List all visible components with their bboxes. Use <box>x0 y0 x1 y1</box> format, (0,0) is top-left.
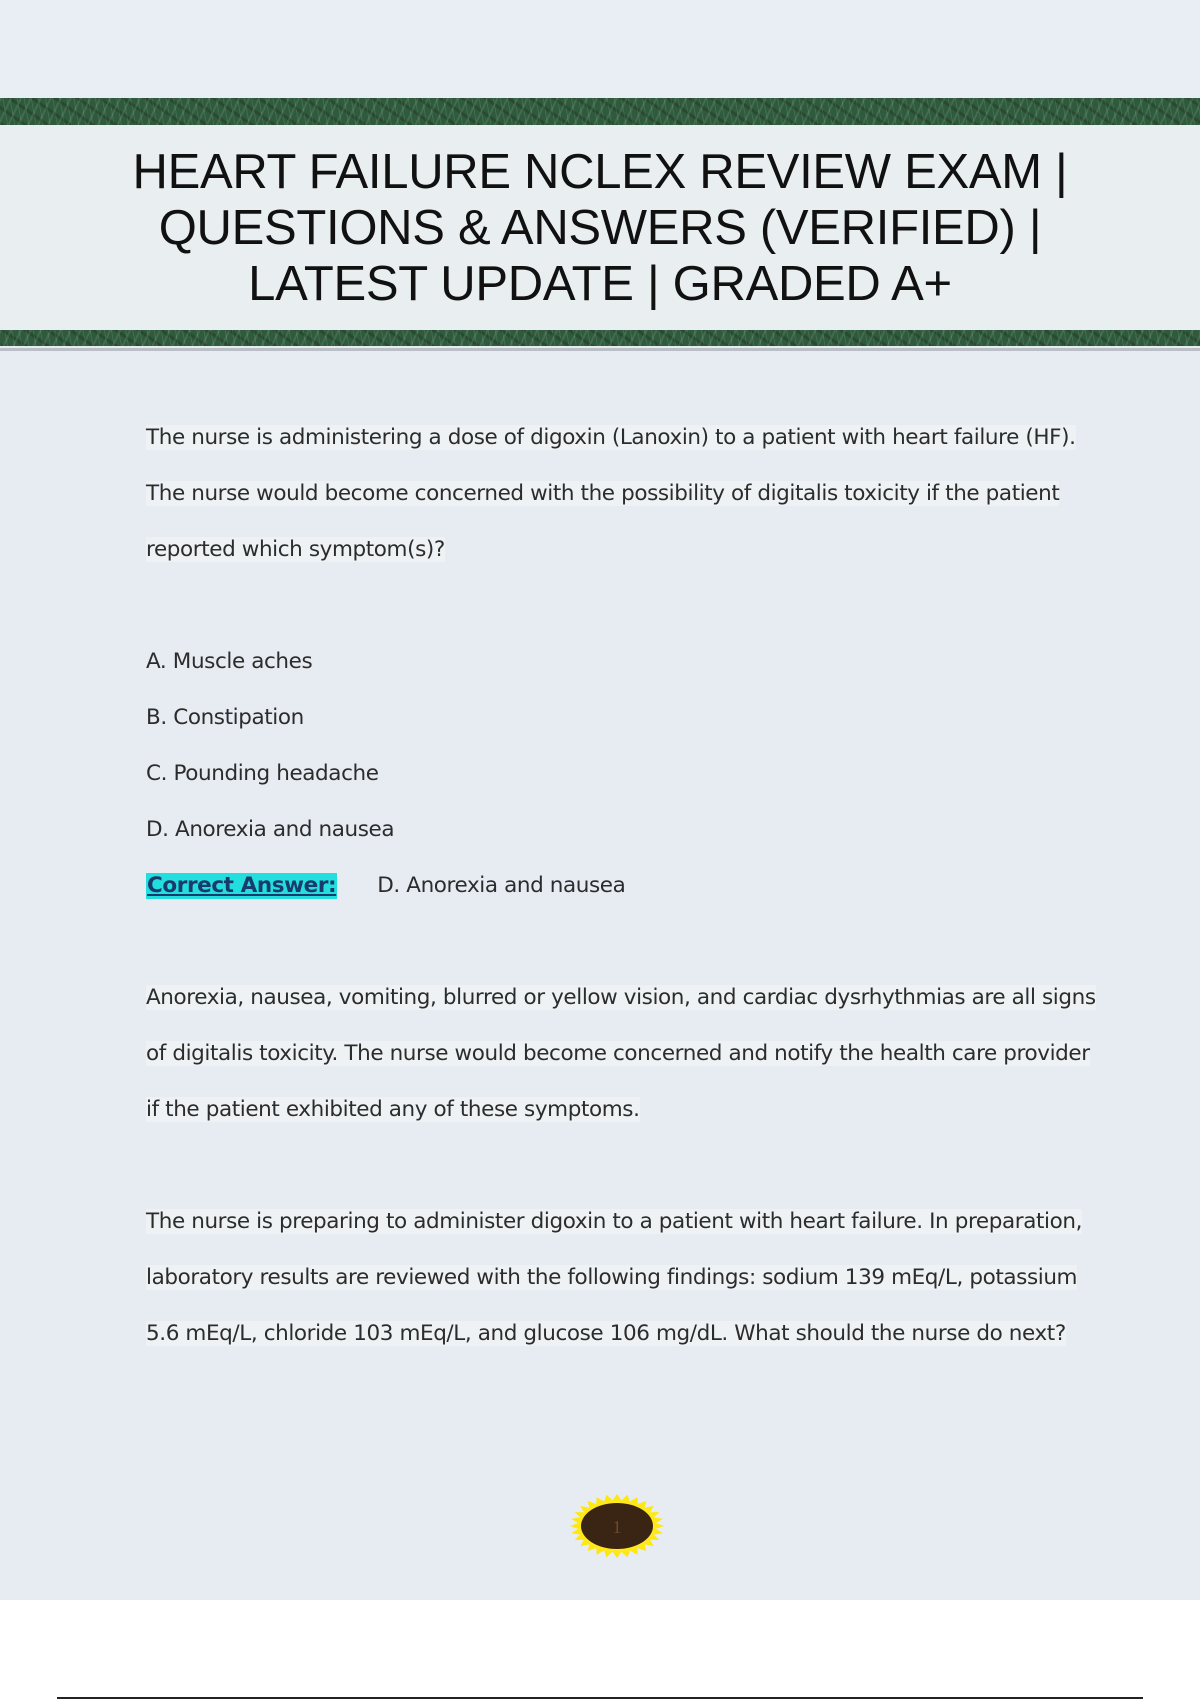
correct-answer-row <box>146 858 1106 914</box>
header-decorative-band-top <box>0 98 1200 125</box>
header-decorative-band-bottom <box>0 330 1200 346</box>
sunburst-page-badge-icon <box>569 1493 665 1559</box>
header-divider-line <box>0 348 1200 351</box>
question-1-options <box>146 634 1106 858</box>
question-1-rationale: Anorexia, nausea, vomiting, blurred or yellow vision, and cardiac dysrhythmias are all signs of digitalis toxicity. The nurse would become concerned and notify the health care provider if the patient exhibited any of these symptoms. <box>146 985 1096 1122</box>
option-a: A. Muscle aches <box>146 649 313 674</box>
document-content <box>146 410 1106 1362</box>
option-c: C. Pounding headache <box>146 761 379 786</box>
title-block <box>0 125 1200 330</box>
sunburst-icon <box>569 1493 665 1559</box>
footer-rule <box>57 1697 1143 1699</box>
correct-answer-label: Correct Answer: <box>147 873 337 898</box>
correct-answer-value: D. Anorexia and nausea <box>377 873 626 898</box>
option-d: D. Anorexia and nausea <box>146 817 395 842</box>
question-1-text: The nurse is administering a dose of digoxin (Lanoxin) to a patient with heart failure (HF). The nurse would become concerned with the possibility of digitalis toxicity if the patient reported which symptom(s)? <box>146 425 1076 562</box>
option-b: B. Constipation <box>146 705 304 730</box>
top-margin <box>0 0 1200 98</box>
question-2-text: The nurse is preparing to administer digoxin to a patient with heart failure. In preparation, laboratory results are reviewed with the following findings: sodium 139 mEq/L, potassium 5.6 mEq/L, chloride 103 mEq/L, and glucose 106 mg/dL. What should the nurse do next? <box>146 1209 1083 1346</box>
document-title: HEART FAILURE NCLEX REVIEW EXAM | QUESTIONS & ANSWERS (VERIFIED) | LATEST UPDATE | GRADED A+ <box>132 144 1068 311</box>
page-number: 1 <box>612 1517 622 1537</box>
